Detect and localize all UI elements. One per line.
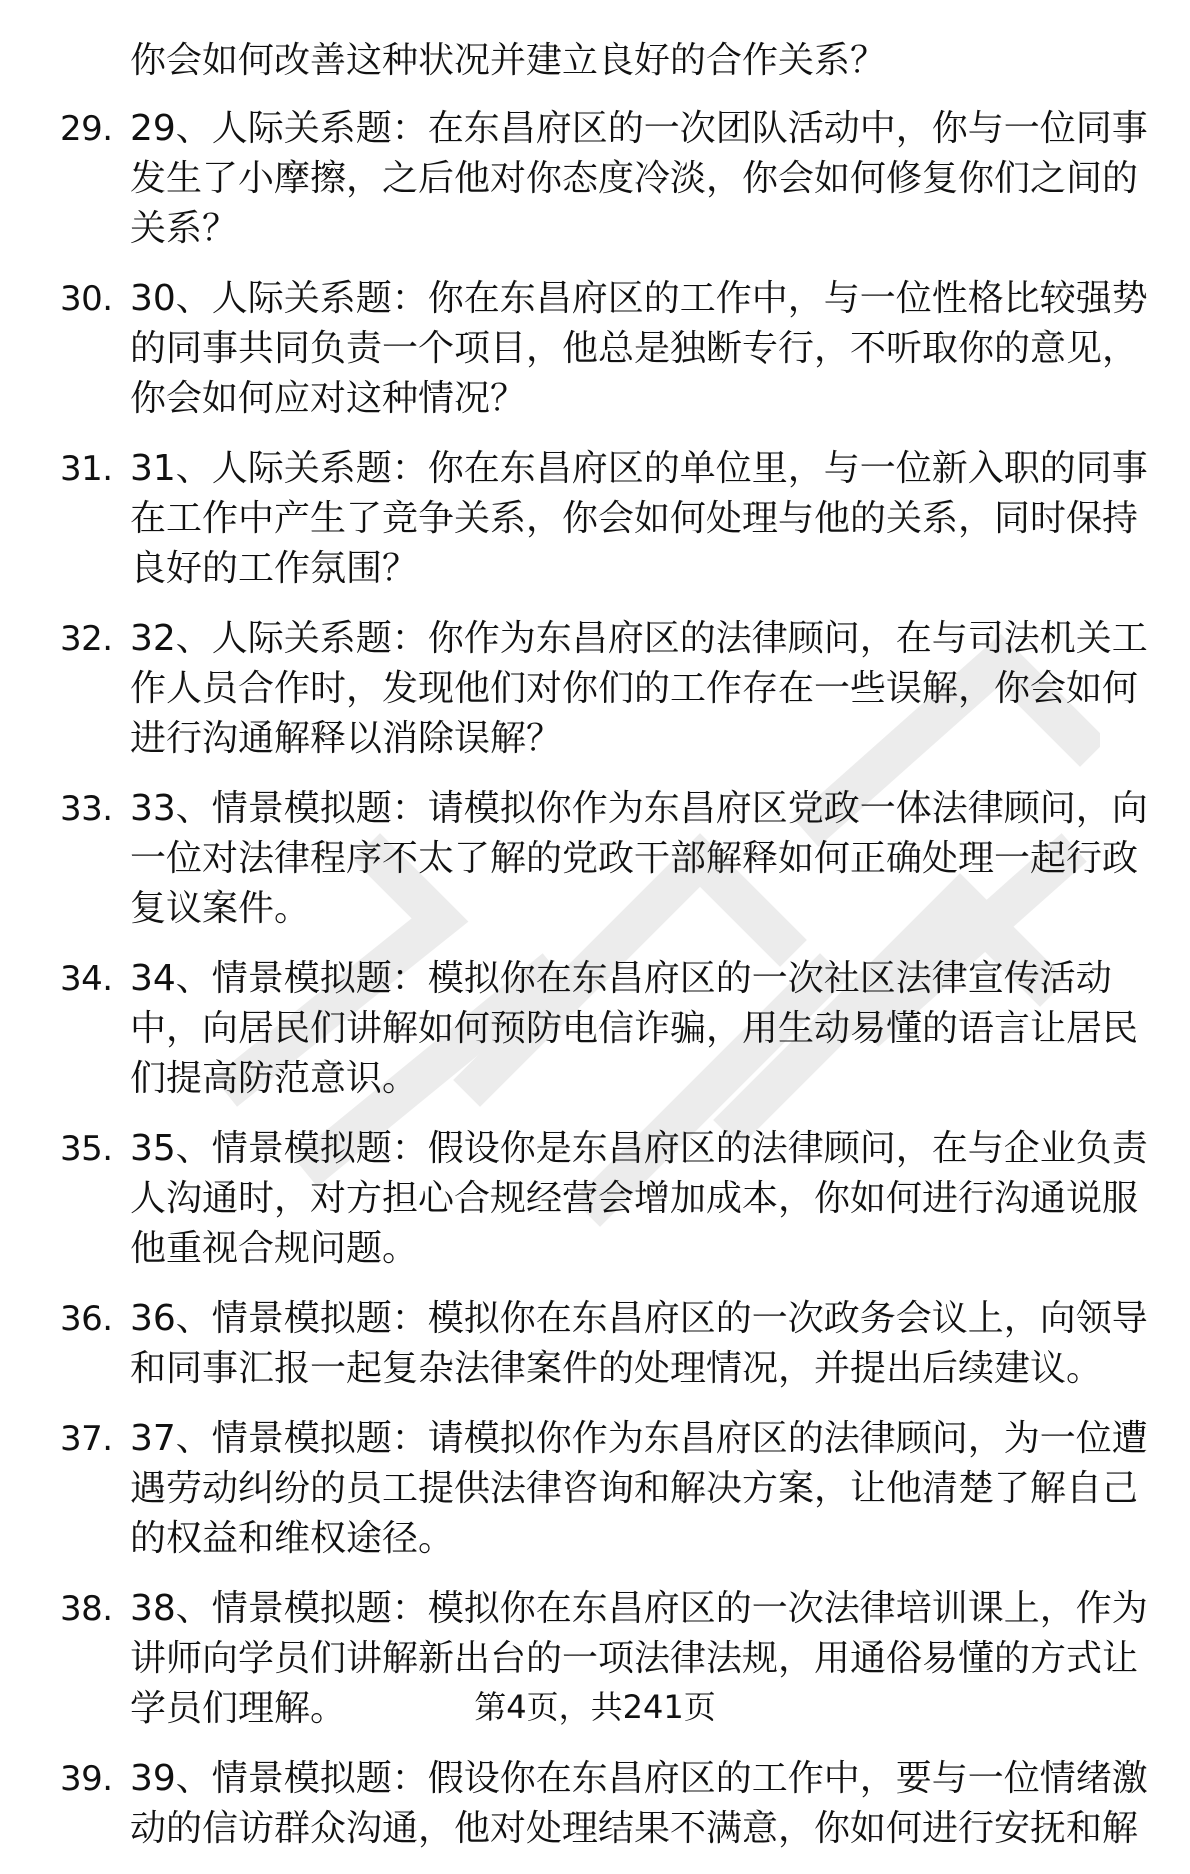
question-number: 33. bbox=[60, 789, 113, 829]
question-text: 39、情景模拟题：假设你在东昌府区的工作中，要与一位情绪激动的信访群众沟通，他对处理结果不满意，你如何进行安抚和解 bbox=[130, 1758, 1148, 1849]
question-number: 30. bbox=[60, 279, 113, 319]
question-text: 30、人际关系题：你在东昌府区的工作中，与一位性格比较强势的同事共同负责一个项目，他总是独断专行，不听取你的意见，你会如何应对这种情况？ bbox=[130, 278, 1148, 419]
question-text: 29、人际关系题：在东昌府区的一次团队活动中，你与一位同事发生了小摩擦，之后他对你态度冷淡，你会如何修复你们之间的关系？ bbox=[130, 108, 1148, 249]
question-number: 35. bbox=[60, 1129, 113, 1169]
question-number: 34. bbox=[60, 959, 113, 999]
question-item bbox=[60, 274, 1155, 424]
question-number: 36. bbox=[60, 1299, 113, 1339]
page-footer: 第4页，共241页 bbox=[474, 1688, 716, 1726]
continued-question-text: 你会如何改善这种状况并建立良好的合作关系？ bbox=[130, 40, 887, 81]
question-text: 38、情景模拟题：模拟你在东昌府区的一次法律培训课上，作为讲师向学员们讲解新出台的一项法律法规，用通俗易懂的方式让学员们理解。 bbox=[130, 1588, 1148, 1729]
question-list bbox=[60, 104, 1155, 1854]
content-area bbox=[60, 36, 1155, 1874]
question-number: 38. bbox=[60, 1589, 113, 1629]
question-text: 37、情景模拟题：请模拟你作为东昌府区的法律顾问，为一位遭遇劳动纠纷的员工提供法律咨询和解决方案，让他清楚了解自己的权益和维权途径。 bbox=[130, 1418, 1148, 1559]
question-text: 32、人际关系题：你作为东昌府区的法律顾问，在与司法机关工作人员合作时，发现他们对你们的工作存在一些误解，你会如何进行沟通解释以消除误解？ bbox=[130, 618, 1148, 759]
question-text: 31、人际关系题：你在东昌府区的单位里，与一位新入职的同事在工作中产生了竞争关系，你会如何处理与他的关系，同时保持良好的工作氛围？ bbox=[130, 448, 1148, 589]
question-number: 31. bbox=[60, 449, 113, 489]
question-number: 32. bbox=[60, 619, 113, 659]
question-text: 35、情景模拟题：假设你是东昌府区的法律顾问，在与企业负责人沟通时，对方担心合规经营会增加成本，你如何进行沟通说服他重视合规问题。 bbox=[130, 1128, 1148, 1269]
question-item bbox=[60, 614, 1155, 764]
question-text: 34、情景模拟题：模拟你在东昌府区的一次社区法律宣传活动中，向居民们讲解如何预防电信诈骗，用生动易懂的语言让居民们提高防范意识。 bbox=[130, 958, 1139, 1099]
question-number: 39. bbox=[60, 1759, 113, 1799]
question-item bbox=[60, 784, 1155, 934]
question-item bbox=[60, 1414, 1155, 1564]
question-text: 36、情景模拟题：模拟你在东昌府区的一次政务会议上，向领导和同事汇报一起复杂法律案件的处理情况，并提出后续建议。 bbox=[130, 1298, 1148, 1389]
question-item bbox=[60, 1754, 1155, 1854]
question-item bbox=[60, 1294, 1155, 1394]
question-number: 29. bbox=[60, 109, 113, 149]
question-item bbox=[60, 444, 1155, 594]
question-item bbox=[60, 1124, 1155, 1274]
question-text: 33、情景模拟题：请模拟你作为东昌府区党政一体法律顾问，向一位对法律程序不太了解的党政干部解释如何正确处理一起行政复议案件。 bbox=[130, 788, 1148, 929]
question-number: 37. bbox=[60, 1419, 113, 1459]
question-item bbox=[60, 954, 1155, 1104]
question-item bbox=[60, 104, 1155, 254]
